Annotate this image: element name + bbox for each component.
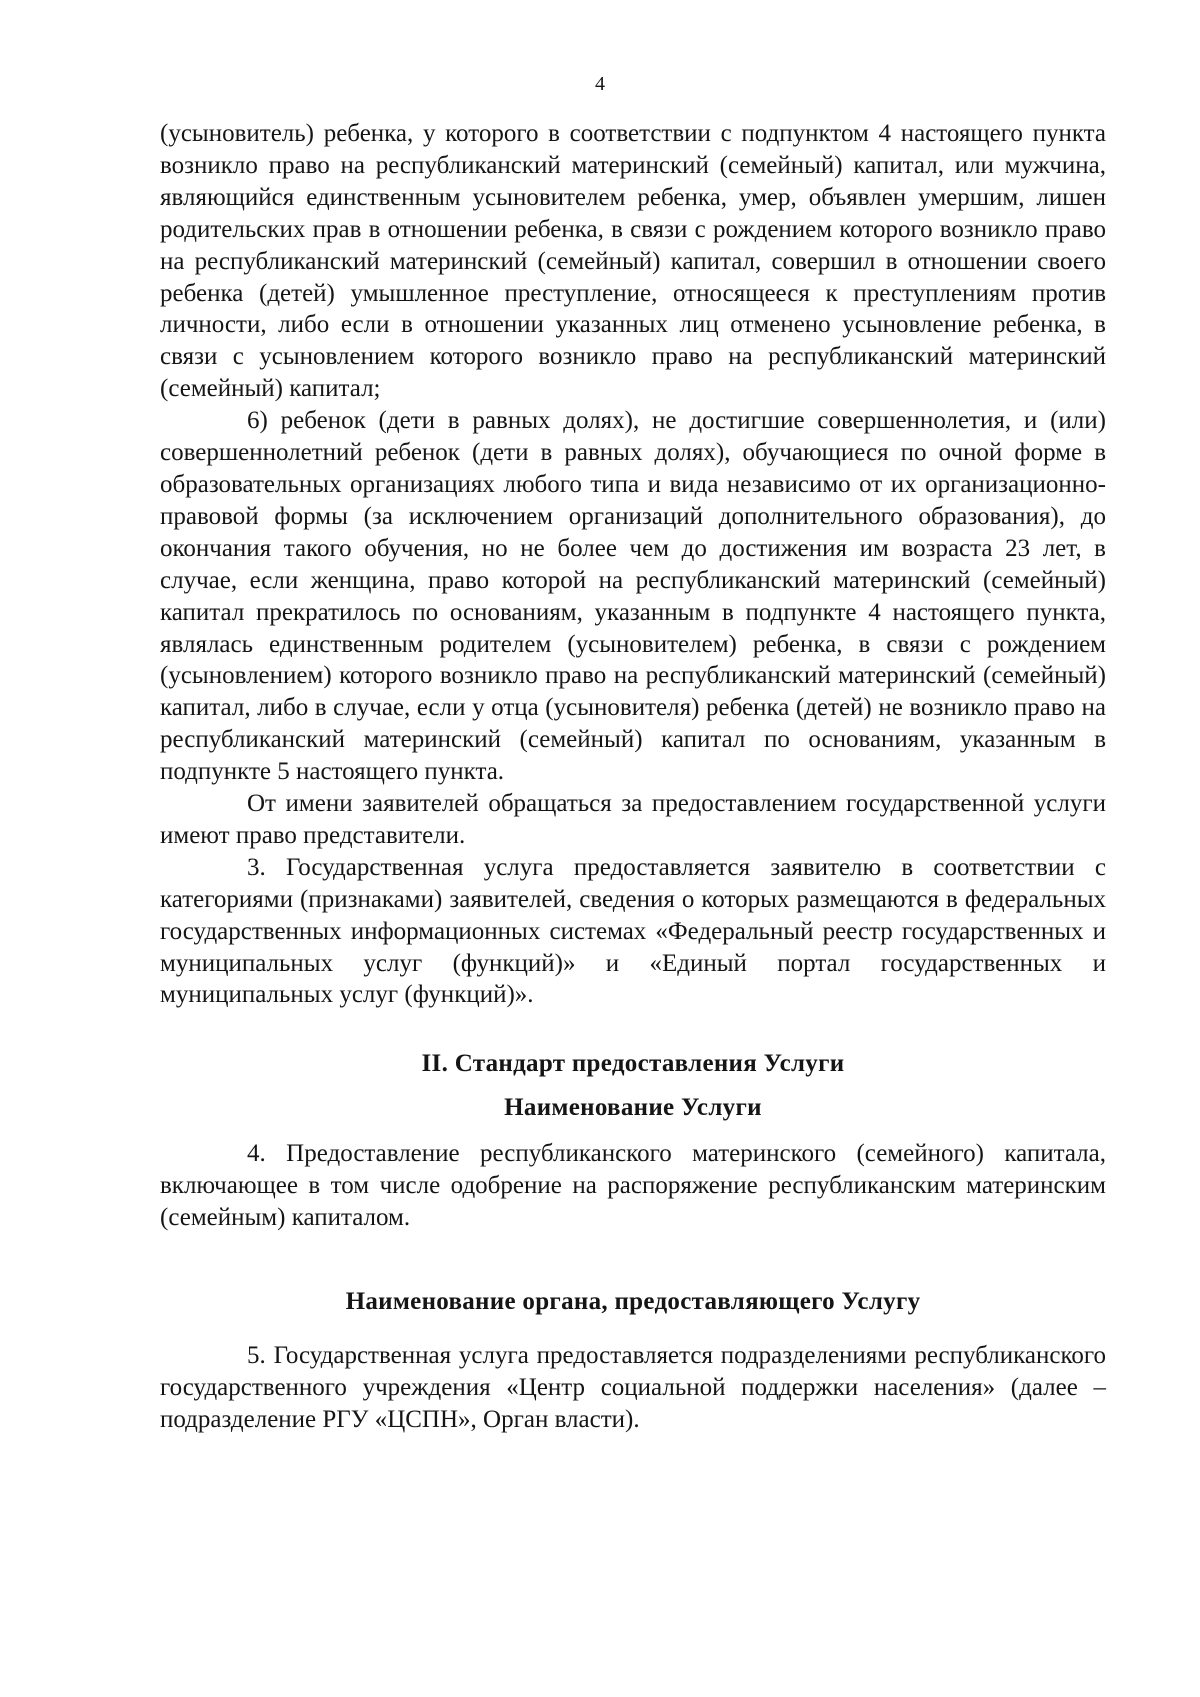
page-number: 4 (595, 73, 605, 95)
paragraph-item-4: 4. Предоставление республиканского материнского (семейного) капитала, включающее в том числе одобрение на распоряжение республиканским материнским (семейным) капиталом. (160, 1140, 1106, 1232)
paragraph-item-3: 3. Государственная услуга предоставляется заявителю в соответствии с категориями (признаками) заявителей, сведения о которых размещаются в федеральных государственных информационных системах «Федеральный реестр государственных и муниципальных услуг (функций)» и «Единый портал государственных и муниципальных услуг (функций)». (160, 853, 1106, 1009)
section-heading: II. Стандарт предоставления Услуги (421, 1050, 845, 1078)
subheading-authority-name: Наименование органа, предоставляющего Услугу (345, 1288, 921, 1316)
document-body (160, 118, 1106, 1436)
paragraph-continuation: (усыновитель) ребенка, у которого в соответствии с подпунктом 4 настоящего пункта возникло право на республиканский материнский (семейный) капитал, или мужчина, являющийся единственным усыновителем ребенка, умер, объявлен умершим, лишен родительских прав в отношении ребенка, в связи с рождением которого возникло право на республиканский материнский (семейный) капитал, совершил в отношении своего ребенка (детей) умышленное преступление, относящееся к преступлениям против личности, либо если в отношении указанных лиц отменено усыновление ребенка, в связи с усыновлением которого возникло право на республиканский материнский (семейный) капитал; (160, 120, 1106, 403)
paragraph-representatives: От имени заявителей обращаться за предоставлением государственной услуги имеют право представители. (160, 790, 1106, 849)
paragraph-subitem-6: 6) ребенок (дети в равных долях), не достигшие совершеннолетия, и (или) совершеннолетний ребенок (дети в равных долях), обучающиеся по очной форме в образовательных организациях любого типа и вида независимо от их организационно-правовой формы (за исключением организаций дополнительного образования), до окончания такого обучения, но не более чем до достижения им возраста 23 лет, в случае, если женщина, право которой на республиканский материнский (семейный) капитал прекратилось по основаниям, указанным в подпункте 4 настоящего пункта, являлась единственным родителем (усыновителем) ребенка, в связи с рождением (усыновлением) которого возникло право на республиканский материнский (семейный) капитал, либо в случае, если у отца (усыновителя) ребенка (детей) не возникло право на республиканский материнский (семейный) капитал по основаниям, указанным в подпункте 5 настоящего пункта. (160, 407, 1106, 786)
paragraph-item-5: 5. Государственная услуга предоставляется подразделениями республиканского государственного учреждения «Центр социальной поддержки населения» (далее – подразделение РГУ «ЦСПН», Орган власти). (160, 1342, 1106, 1433)
subheading-service-name: Наименование Услуги (504, 1094, 762, 1122)
